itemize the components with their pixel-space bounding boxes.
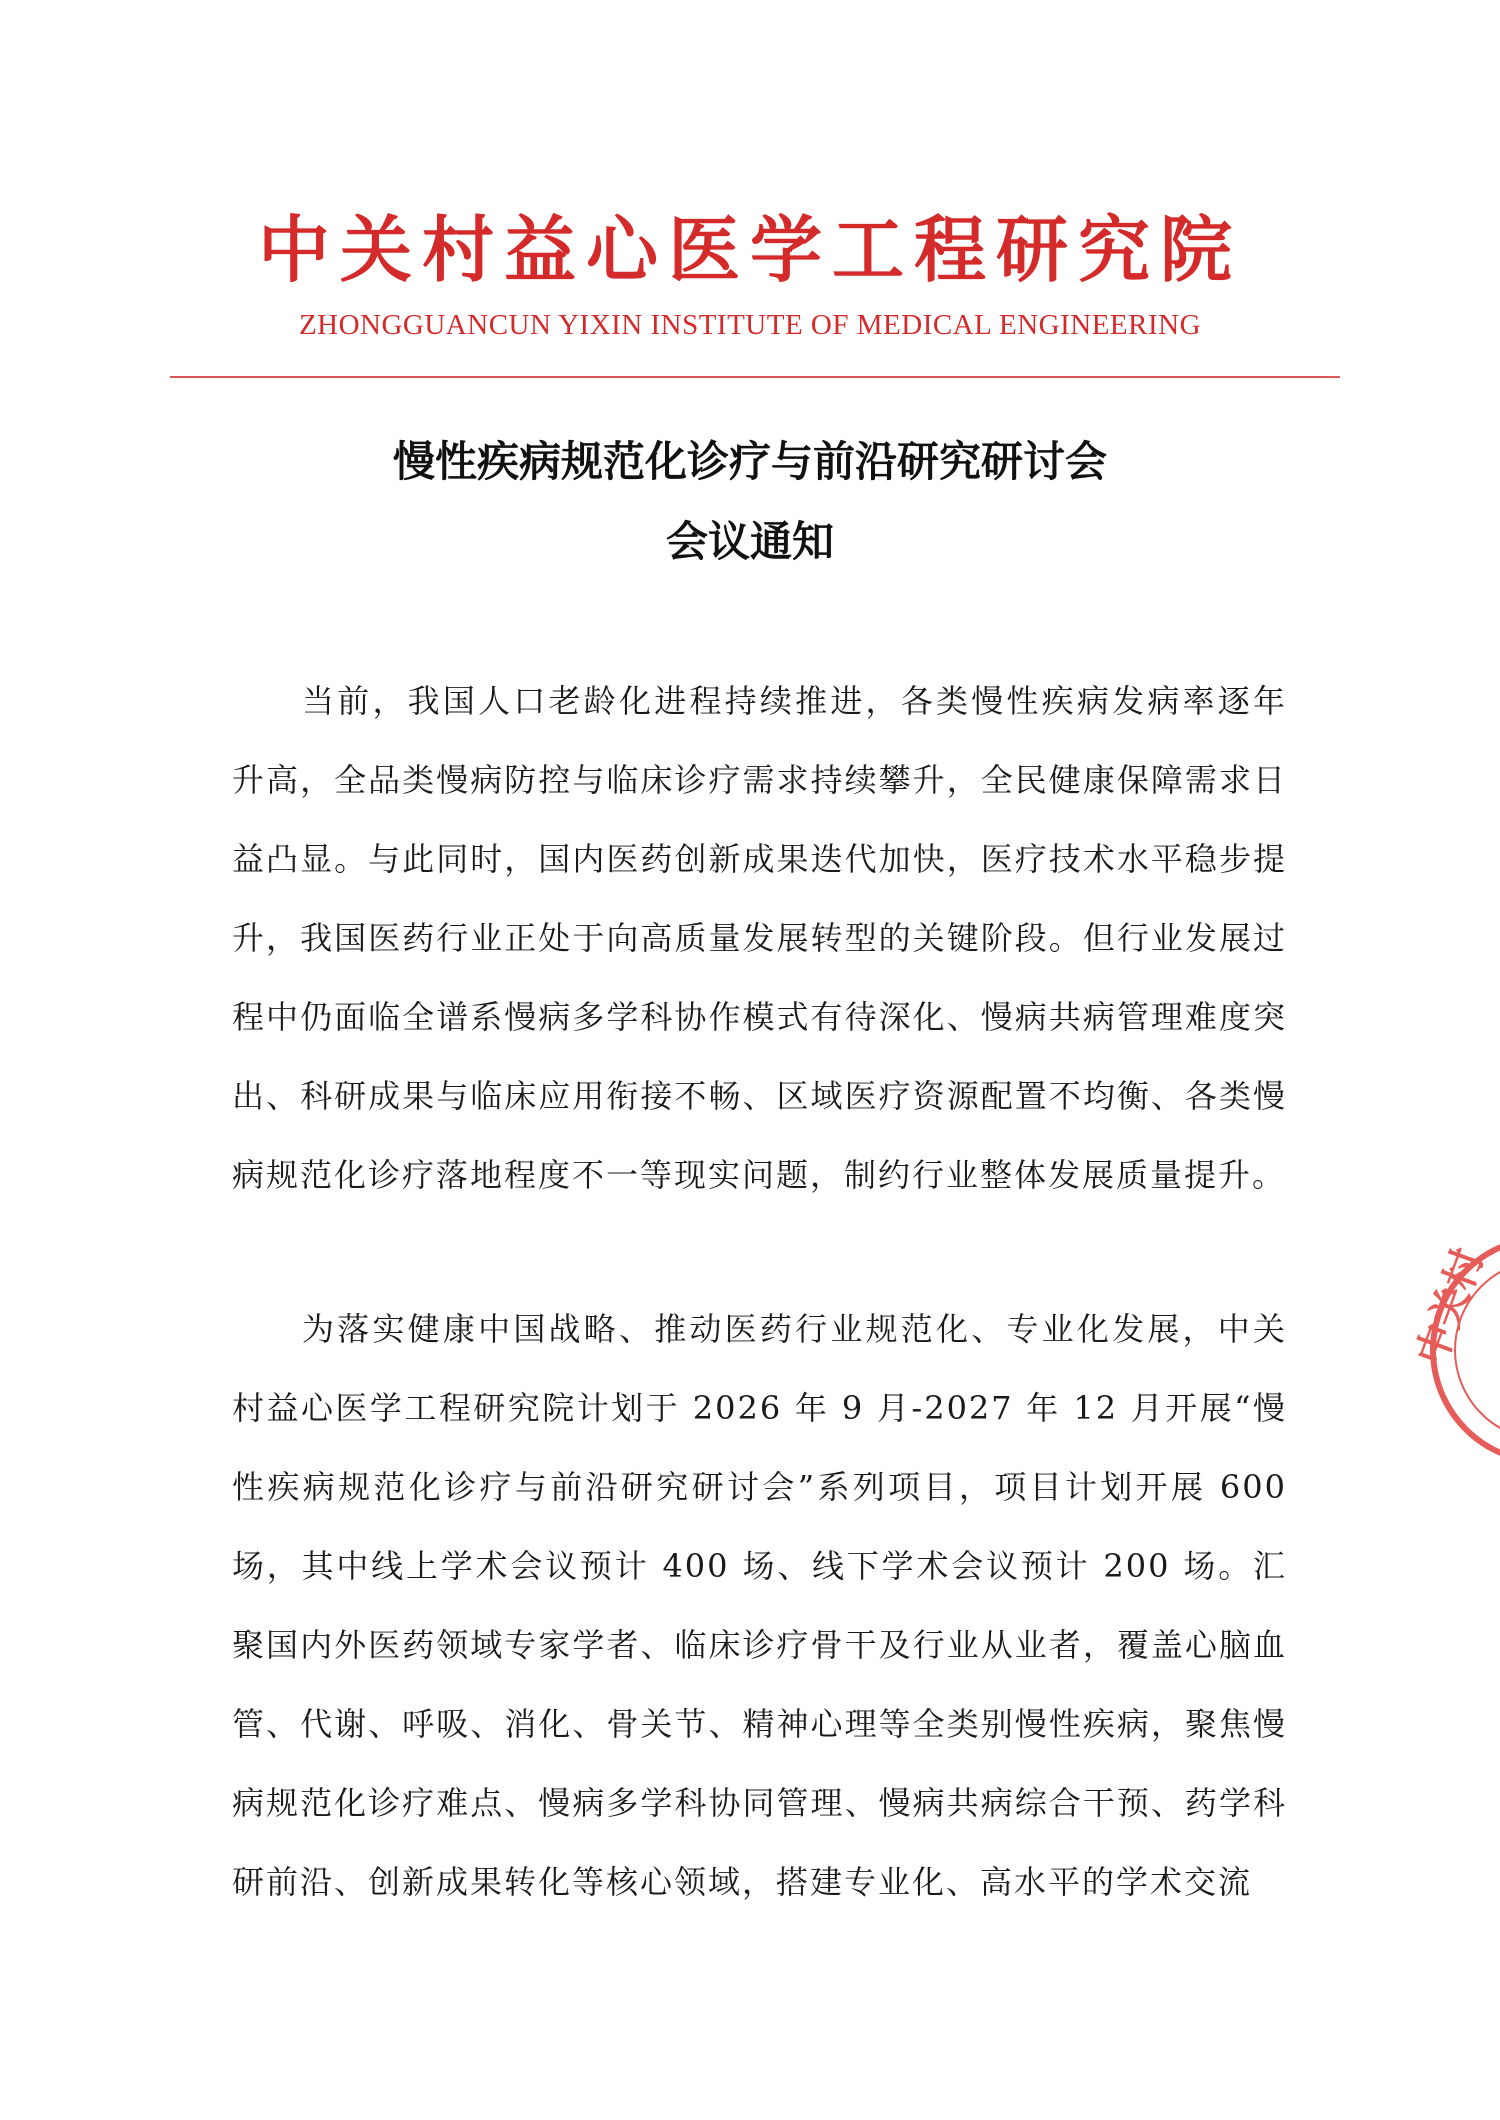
document-subtitle: 会议通知 [665,517,834,566]
seal-text: 中关村 [1408,1242,1493,1372]
letterhead-org-name: 中关村益心医学工程研究院 [257,208,1242,292]
letterhead-org-name-english: ZHONGGUANCUN YIXIN INSTITUTE OF MEDICAL ENGINEERING [298,309,1202,341]
document-title: 慢性疾病规范化诊疗与前沿研究研讨会 [392,437,1107,486]
letterhead-divider [170,376,1340,378]
body-paragraph-1: 当前，我国人口老龄化进程持续推进，各类慢性疾病发病率逐年升高，全品类慢病防控与临床诊疗需求持续攀升，全民健康保障需求日益凸显。与此同时，国内医药创新成果迭代加快，医疗技术水平稳步提升，我国医药行业正处于向高质量发展转型的关键阶段。但行业发展过程中仍面临全谱系慢病多学科协作模式有待深化、慢病共病管理难度突出、科研成果与临床应用衔接不畅、区域医疗资源配置不均衡、各类慢病规范化诊疗落地程度不一等现实问题，制约行业整体发展质量提升。 [232,682,1287,1194]
official-seal-stamp [1408,1235,1500,1465]
body-paragraph-2: 为落实健康中国战略、推动医药行业规范化、专业化发展，中关村益心医学工程研究院计划于 2026 年 9 月-2027 年 12 月开展“慢性疾病规范化诊疗与前沿研究研讨会”系列项目，项目计划开展 600 场，其中线上学术会议预计 400 场、线下学术会议预计 200 场。汇聚国内外医药领域专家学者、临床诊疗骨干及行业从业者，覆盖心脑血管、代谢、呼吸、消化、骨关节、精神心理等全类别慢性疾病，聚焦慢病规范化诊疗难点、慢病多学科协同管理、慢病共病综合干预、药学科研前沿、创新成果转化等核心领域，搭建专业化、高水平的学术交流 [232,1310,1287,1901]
